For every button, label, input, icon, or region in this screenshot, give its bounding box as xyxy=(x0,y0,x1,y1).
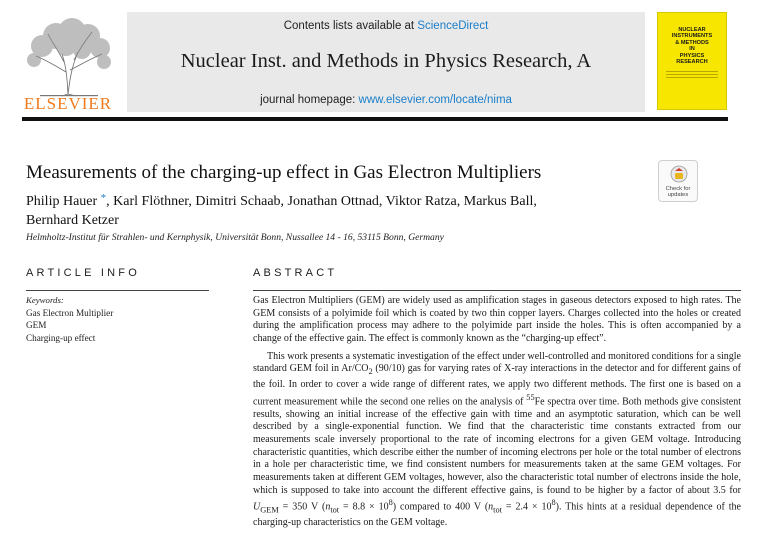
cover-line: NUCLEAR xyxy=(678,27,706,33)
subscript: tot xyxy=(493,505,502,515)
cover-line: RESEARCH xyxy=(676,59,708,66)
math-symbol: n xyxy=(488,501,494,513)
article-info-heading: ARTICLE INFO xyxy=(26,267,140,279)
keyword-item: GEM xyxy=(26,320,47,331)
abstract-text: This work presents a systematic investigation of the effect under well-controlled and monitored conditions for a single standard GEM foil in Ar/CO xyxy=(253,350,741,375)
elsevier-wordmark: ELSEVIER xyxy=(23,94,113,113)
abstract-text: = 350 V ( xyxy=(278,501,326,513)
math-symbol: U xyxy=(253,501,261,513)
article-title: Measurements of the charging-up effect in Gas Electron Multipliers xyxy=(26,162,542,183)
cover-decoration xyxy=(666,77,718,78)
journal-homepage-link[interactable]: www.elsevier.com/locate/nima xyxy=(358,94,512,106)
homepage-prefix: journal homepage: xyxy=(260,94,359,106)
abstract-body xyxy=(253,295,741,530)
author-name[interactable]: Philip Hauer xyxy=(26,194,98,209)
superscript: 55 xyxy=(526,392,535,402)
journal-title: Nuclear Inst. and Methods in Physics Research, A xyxy=(180,50,592,72)
cover-title xyxy=(662,27,722,65)
superscript: 8 xyxy=(551,498,556,508)
cover-line: IN xyxy=(689,46,695,53)
author-list xyxy=(26,189,636,230)
subscript: tot xyxy=(330,505,340,515)
journal-cover[interactable] xyxy=(657,12,727,110)
check-for-updates-label xyxy=(659,186,697,199)
header-divider xyxy=(22,117,728,121)
check-label-line: updates xyxy=(667,192,689,199)
abstract-text: ). This hints at a residual dependence of the charging-up characteristics on the GEM voltage. xyxy=(253,501,741,529)
abstract-paragraph xyxy=(253,351,741,530)
journal-header xyxy=(127,12,645,112)
subscript: GEM xyxy=(260,505,279,515)
abstract-text: = 8.8 × 10 xyxy=(339,501,389,513)
abstract-text: (90/10) gas for varying rates of X-ray interactions in the detector and for different gains of the foil. In order to cover a wide range of different rates, we apply two different methods. The first one is based on a current measurement while the second one relies on the analysis of xyxy=(253,363,741,407)
keywords-label: Keywords: xyxy=(26,295,64,305)
cover-decoration xyxy=(666,71,718,72)
superscript: 8 xyxy=(388,498,393,508)
author-name: Bernhard Ketzer xyxy=(26,213,119,228)
cover-line: INSTRUMENTS xyxy=(671,33,713,40)
contents-prefix: Contents lists available at xyxy=(283,20,418,32)
cover-line: & METHODS xyxy=(675,39,709,46)
article-info-divider xyxy=(26,290,209,291)
cover-line: PHYSICS xyxy=(679,52,705,59)
abstract-text: Fe spectra over time. Both methods give consistent results, showing an initial increase of the effective gain with time and an asymptotic saturation, which can be well described by a single-exponential function. We find that the characteristic time constants extracted from our measurements scale inversely proportional to the rate of incoming electrons for a given GEM voltage. Introducing characteristic quantities, which describe either the number of incoming electrons per hole or the total number of electrons in a hole per characteristic time, we find consistent numbers for measurements taken at the same GEM voltages. For measurements taken at different GEM voltages, however, also the characteristic total number of electrons inside the hole, which is supposed to take into account the different effective gains, is found to be higher by a factor of about 3.5 for xyxy=(253,395,742,496)
math-symbol: n xyxy=(325,501,331,513)
check-label-line: Check for xyxy=(665,186,691,192)
abstract-text: = 2.4 × 10 xyxy=(501,501,552,513)
keyword-item: Charging-up effect xyxy=(26,332,96,343)
abstract-paragraph: Gas Electron Multipliers (GEM) are widely used as amplification stages in gaseous detectors exposed to high rates. The GEM consists of a polyimide foil which is coated by two thin copper layers. Charges collected into the holes or created during the amplification process may adhere to the polyimide part inside the holes. This is often accompanied by a change of the effective gain. The effect is commonly known as the “charging-up effect”. xyxy=(253,295,741,344)
corresponding-author-mark[interactable]: * xyxy=(100,192,107,204)
keyword-item: Gas Electron Multiplier xyxy=(26,308,114,318)
abstract-text: ) compared to 400 V ( xyxy=(392,501,489,513)
affiliation: Helmholtz-Institut für Strahlen- und Kernphysik, Universität Bonn, Nussallee 14 - 16, 53115 Bonn, Germany xyxy=(26,232,444,243)
check-for-updates-icon xyxy=(670,165,688,183)
check-for-updates-button[interactable] xyxy=(658,160,698,202)
contents-line xyxy=(127,20,645,32)
subscript: 2 xyxy=(368,367,373,377)
cover-decoration xyxy=(666,74,718,75)
author-names: , Karl Flöthner, Dimitri Schaab, Jonathan Ottnad, Viktor Ratza, Markus Ball, xyxy=(106,194,537,209)
abstract-heading: ABSTRACT xyxy=(253,267,338,279)
abstract-divider xyxy=(253,290,741,291)
sciencedirect-link[interactable]: ScienceDirect xyxy=(417,20,489,32)
homepage-line xyxy=(127,94,645,106)
keyword-list xyxy=(26,307,113,344)
